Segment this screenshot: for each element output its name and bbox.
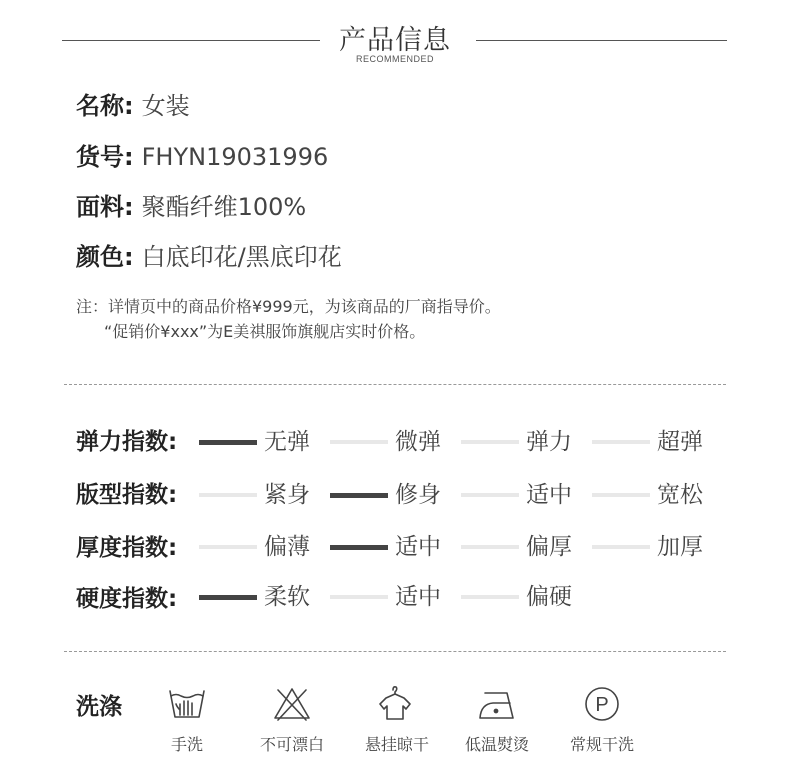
- index-bar-selected: [330, 493, 388, 498]
- index-option: 偏硬: [526, 584, 572, 610]
- index-label-hardness: 硬度指数:: [76, 586, 178, 612]
- index-bar: [592, 440, 650, 444]
- index-option: 适中: [526, 482, 572, 508]
- index-bar-selected: [199, 440, 257, 445]
- divider: [64, 384, 726, 385]
- index-option: 紧身: [264, 482, 310, 508]
- hand-wash-icon: [167, 684, 207, 724]
- low-iron-icon: [477, 684, 517, 724]
- index-bar: [199, 493, 257, 497]
- index-option: 适中: [395, 534, 441, 560]
- index-label-elasticity: 弹力指数:: [76, 429, 178, 455]
- index-label-thickness: 厚度指数:: [76, 535, 178, 561]
- info-label: 名称:: [76, 92, 134, 120]
- info-value: 白底印花/黑底印花: [141, 243, 342, 271]
- index-bar: [592, 545, 650, 549]
- index-option: 修身: [395, 482, 441, 508]
- info-label: 面料:: [76, 193, 134, 221]
- index-option: 偏厚: [526, 534, 572, 560]
- index-bar: [461, 493, 519, 497]
- index-option: 柔软: [264, 584, 310, 610]
- index-bar-selected: [199, 595, 257, 600]
- divider: [64, 651, 726, 652]
- hang-dry-icon: [375, 684, 415, 724]
- index-bar: [461, 440, 519, 444]
- info-value: FHYN19031996: [141, 143, 329, 171]
- index-bar: [592, 493, 650, 497]
- info-label: 货号:: [76, 143, 134, 171]
- index-bar: [461, 545, 519, 549]
- index-label-fit: 版型指数:: [76, 482, 178, 508]
- index-option: 微弹: [395, 429, 441, 455]
- info-row-fabric: [76, 192, 306, 222]
- no-bleach-icon: [272, 684, 312, 724]
- index-bar: [330, 440, 388, 444]
- info-value: 女装: [141, 92, 190, 120]
- section-title: 产品信息: [339, 25, 451, 56]
- svg-text:P: P: [595, 694, 609, 716]
- index-bar-selected: [330, 545, 388, 550]
- info-row-color: [76, 242, 342, 272]
- info-value: 聚酯纤维100%: [141, 193, 307, 221]
- wash-label: 不可漂白: [259, 735, 325, 754]
- info-row-name: [76, 91, 190, 121]
- wash-label: 悬挂晾干: [364, 735, 430, 754]
- index-option: 加厚: [657, 534, 703, 560]
- index-bar: [461, 595, 519, 599]
- wash-title: 洗涤: [76, 694, 122, 720]
- info-row-sku: [76, 142, 328, 172]
- index-option: 宽松: [657, 482, 703, 508]
- info-label: 颜色:: [76, 243, 134, 271]
- wash-label: 低温熨烫: [464, 735, 530, 754]
- index-bar: [330, 595, 388, 599]
- dry-clean-icon: [582, 684, 622, 724]
- index-option: 超弹: [657, 429, 703, 455]
- wash-label: 常规干洗: [569, 735, 635, 754]
- index-option: 偏薄: [264, 534, 310, 560]
- index-bar: [199, 545, 257, 549]
- wash-label: 手洗: [170, 735, 204, 754]
- index-option: 适中: [395, 584, 441, 610]
- index-option: 无弹: [264, 429, 310, 455]
- index-option: 弹力: [526, 429, 572, 455]
- section-subtitle: RECOMMENDED: [355, 54, 434, 64]
- price-note-line2: “促销价¥xxx”为E美祺服饰旗舰店实时价格。: [104, 322, 426, 341]
- price-note-line1: 注：详情页中的商品价格¥999元，为该商品的厂商指导价。: [76, 297, 501, 316]
